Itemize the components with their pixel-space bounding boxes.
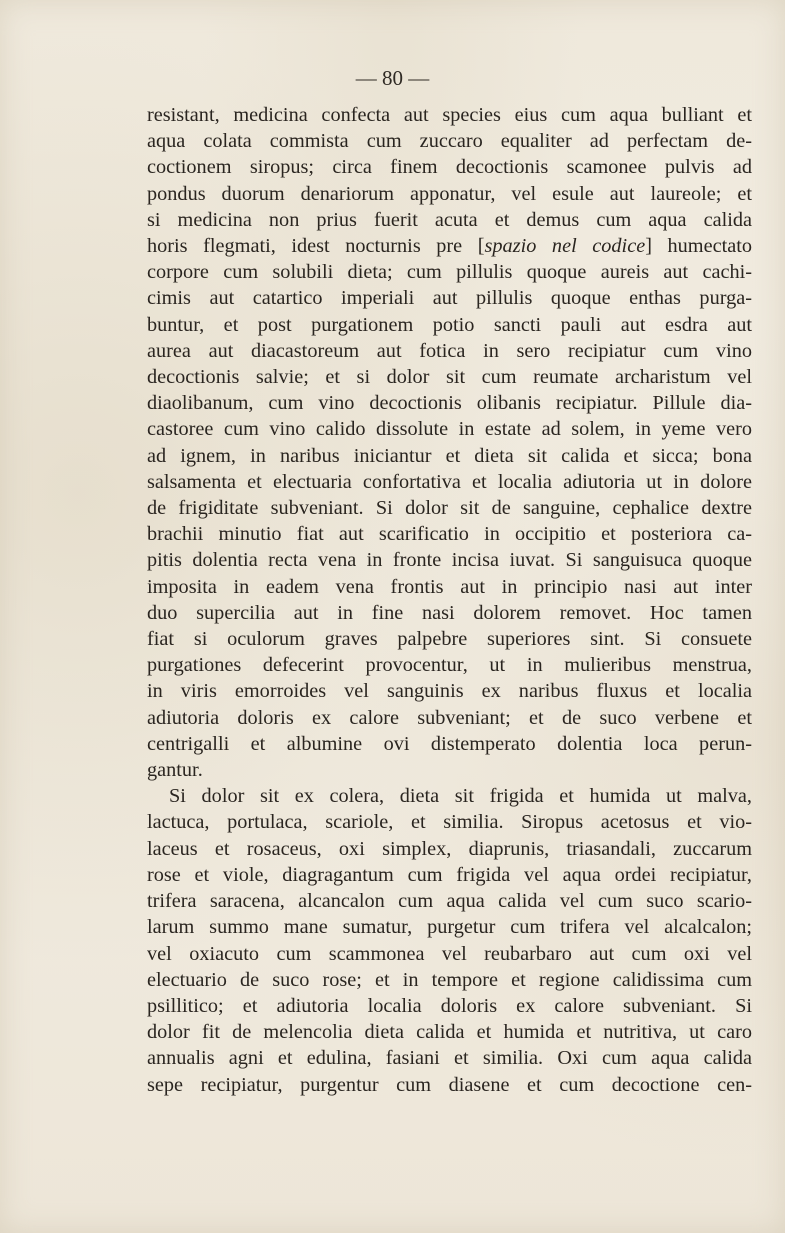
text-line: imposita in eadem vena frontis aut in principio nasi aut inter: [147, 575, 752, 598]
text-line: in viris emorroides vel sanguinis ex naribus fluxus et localia: [147, 680, 752, 703]
text-line: salsamenta et electuaria confortativa et localia adiutoria ut in dolore: [147, 470, 752, 493]
text-line: trifera saracena, alcancalon cum aqua calida vel cum suco scario-: [147, 890, 752, 913]
text-line: fiat si oculorum graves palpebre superiores sint. Si consuete: [147, 628, 752, 651]
text-line: Si dolor sit ex colera, dieta sit frigida et humida ut malva,: [169, 785, 752, 808]
page-margin: [785, 0, 800, 1233]
text-line: laceus et rosaceus, oxi simplex, diaprunis, triasandali, zuccarum: [147, 837, 752, 860]
text-line: dolor fit de melencolia dieta calida et humida et nutritiva, ut caro: [147, 1021, 752, 1044]
page-number: — 80 —: [355, 66, 430, 90]
text-line: cimis aut catartico imperiali aut pillulis quoque enthas purga-: [147, 287, 752, 310]
text-line: purgationes defecerint provocentur, ut in mulieribus menstrua,: [147, 654, 752, 677]
text-line: ad ignem, in naribus iniciantur et dieta sit calida et sicca; bona: [147, 444, 752, 467]
text-line: rose et viole, diagragantum cum frigida vel aqua ordei recipiatur,: [147, 863, 752, 886]
text-line: duo supercilia aut in fine nasi dolorem removet. Hoc tamen: [147, 601, 752, 624]
paragraph-1: [147, 102, 752, 783]
paragraph-2: [147, 783, 752, 1097]
text-line: brachii minutio fiat aut scarificatio in occipitio et posteriora ca-: [147, 523, 752, 546]
text-line: electuario de suco rose; et in tempore et regione calidissima cum: [147, 968, 752, 991]
text-line: lactuca, portulaca, scariole, et similia. Siropus acetosus et vio-: [147, 811, 752, 834]
text-line: pitis dolentia recta vena in fronte incisa iuvat. Si sanguisuca quoque: [147, 549, 752, 572]
text-line: adiutoria doloris ex calore subveniant; et de suco verbene et: [147, 706, 752, 729]
text-line: resistant, medicina confecta aut species eius cum aqua bulliant et: [147, 104, 752, 126]
text-line: vel oxiacuto cum scammonea vel reubarbaro aut cum oxi vel: [147, 942, 752, 965]
text-line: aurea aut diacastoreum aut fotica in sero recipiatur cum vino: [147, 339, 752, 362]
text-line: corpore cum solubili dieta; cum pillulis quoque aureis aut cachi-: [147, 261, 752, 284]
text-line: buntur, et post purgationem potio sancti pauli aut esdra aut: [147, 313, 752, 336]
editorial-note: spazio nel codice: [484, 235, 646, 258]
text-line: centrigalli et albumine ovi distemperato dolentia loca perun-: [147, 732, 752, 755]
body-text: [147, 102, 752, 1098]
text-line: pondus duorum denariorum apponatur, vel esule aut laureole; et: [147, 182, 752, 205]
text-line: aqua colata commista cum zuccaro equaliter ad perfectam de-: [147, 130, 752, 153]
text-line: de frigiditate subveniant. Si dolor sit de sanguine, cephalice dextre: [147, 497, 752, 520]
text-line: si medicina non prius fuerit acuta et demus cum aqua calida: [147, 208, 752, 231]
text-line: annualis agni et edulina, fasiani et similia. Oxi cum aqua calida: [147, 1047, 752, 1070]
text-line: sepe recipiatur, purgentur cum diasene et cum decoctione cen-: [147, 1073, 752, 1096]
text-line: horis flegmati, idest nocturnis pre [spazio nel codice] humectato: [147, 235, 753, 258]
text-line: gantur.: [147, 759, 203, 782]
text-line: larum summo mane sumatur, purgetur cum trifera vel alcalcalon;: [147, 916, 752, 939]
text-line: diaolibanum, cum vino decoctionis olibanis recipiatur. Pillule dia-: [147, 392, 752, 415]
text-line: decoctionis salvie; et si dolor sit cum reumate archaristum vel: [147, 366, 752, 389]
text-line: coctionem siropus; circa finem decoctionis scamonee pulvis ad: [147, 156, 752, 179]
text-line: castoree cum vino calido dissolute in estate ad solem, in yeme vero: [147, 418, 752, 441]
text-line: psillitico; et adiutoria localia doloris ex calore subveniant. Si: [147, 994, 752, 1017]
